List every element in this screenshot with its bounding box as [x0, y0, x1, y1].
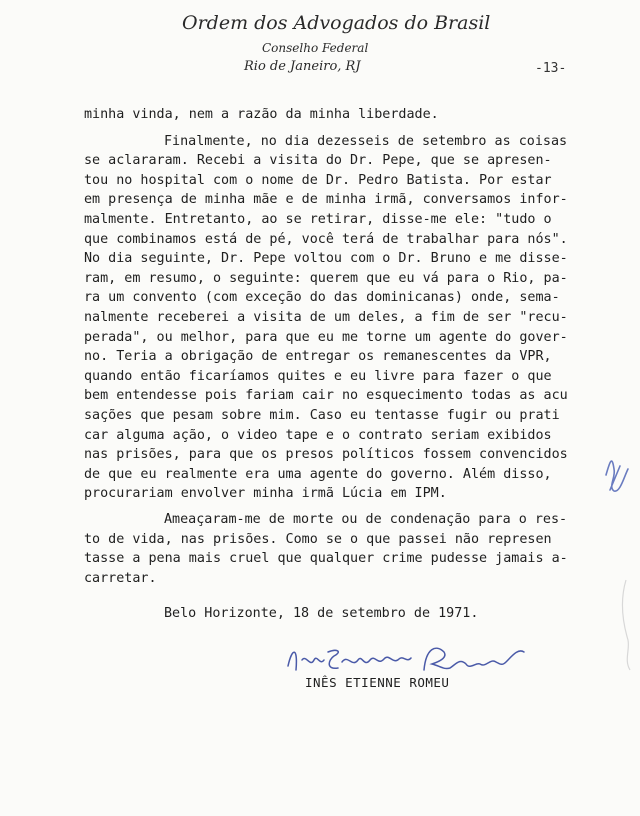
- text-line: ram, em resumo, o seguinte: querem que eu vá para o Rio, pa-: [84, 271, 568, 286]
- text-line: quando então ficaríamos quites e eu livre para fazer o que: [84, 369, 552, 384]
- text-line: Finalmente, no dia dezesseis de setembro as coisas: [164, 134, 568, 149]
- margin-handwriting: [600, 420, 640, 690]
- text-line: procurariam envolver minha irmã Lúcia em IPM.: [84, 486, 447, 501]
- date-line: Belo Horizonte, 18 de setembro de 1971.: [164, 606, 479, 621]
- text-line: em presença de minha mãe e de minha irmã, conversamos infor-: [84, 192, 568, 207]
- handwritten-signature: [284, 640, 554, 680]
- text-line: bem entendesse pois fariam cair no esquecimento todas as acu: [84, 388, 568, 403]
- text-line: que combinamos está de pé, você terá de trabalhar para nós".: [84, 232, 568, 247]
- text-line: perada", ou melhor, para que eu me torne um agente do gover-: [84, 330, 568, 345]
- text-line: nas prisões, para que os presos políticos fossem convencidos: [84, 447, 568, 462]
- text-line: ra um convento (com exceção do das dominicanas) onde, sema-: [84, 290, 560, 305]
- text-line: malmente. Entretanto, ao se retirar, disse-me ele: "tudo o: [84, 212, 552, 227]
- text-line: de que eu realmente era uma agente do governo. Além disso,: [84, 467, 552, 482]
- letterhead-organization: Ordem dos Advogados do Brasil: [182, 12, 491, 34]
- text-line: No dia seguinte, Dr. Pepe voltou com o Dr. Bruno e me disse-: [84, 251, 568, 266]
- letterhead-city: Rio de Janeiro, RJ: [244, 59, 361, 74]
- letterhead-council: Conselho Federal: [262, 41, 369, 55]
- text-line: no. Teria a obrigação de entregar os remanescentes da VPR,: [84, 349, 552, 364]
- text-line: car alguma ação, o video tape e o contrato seriam exibidos: [84, 428, 552, 443]
- text-line: se aclararam. Recebi a visita do Dr. Pepe, que se apresen-: [84, 153, 552, 168]
- text-line: sações que pesam sobre mim. Caso eu tentasse fugir ou prati: [84, 408, 560, 423]
- text-line: tasse a pena mais cruel que qualquer crime pudesse jamais a-: [84, 551, 568, 566]
- text-line: carretar.: [84, 571, 157, 586]
- text-line: nalmente receberei a visita de um deles, a fim de ser "recu-: [84, 310, 568, 325]
- text-line: Ameaçaram-me de morte ou de condenação para o res-: [164, 512, 568, 527]
- text-line: to de vida, nas prisões. Como se o que passei não represen: [84, 532, 552, 547]
- text-line: tou no hospital com o nome de Dr. Pedro Batista. Por estar: [84, 173, 552, 188]
- page-number: -13-: [535, 61, 567, 76]
- signatory-name: INÊS ETIENNE ROMEU: [305, 675, 450, 690]
- text-line: minha vinda, nem a razão da minha liberdade.: [84, 107, 439, 122]
